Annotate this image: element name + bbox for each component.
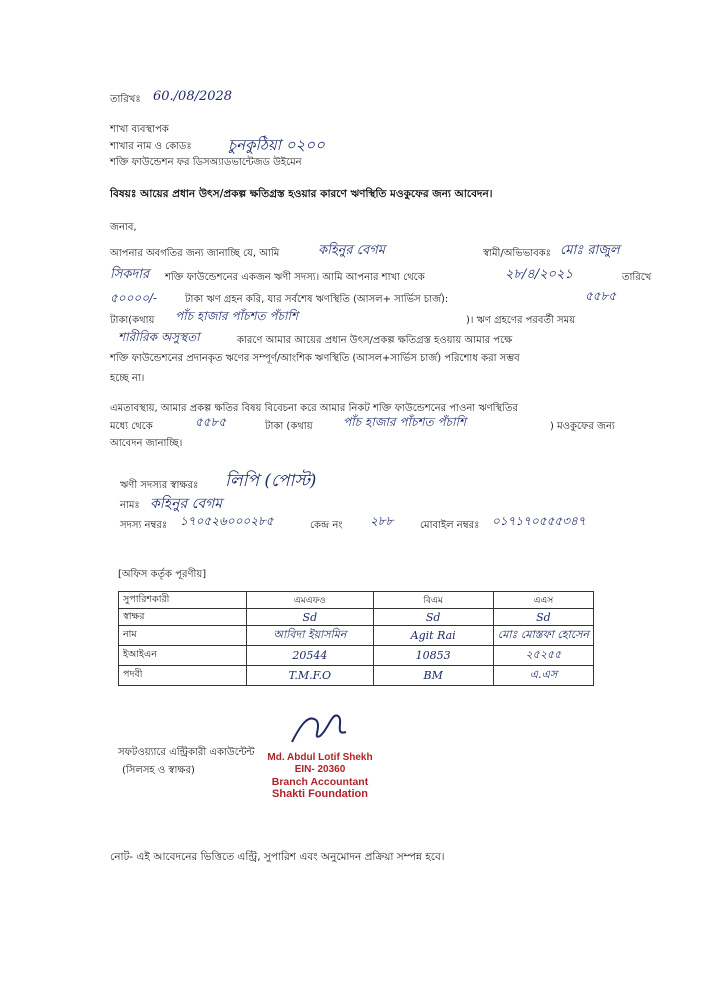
body-text-2c: টাকা (কথায় xyxy=(265,421,313,432)
table-cell: সুপারিশকারী xyxy=(119,592,247,609)
table-row xyxy=(119,626,594,646)
office-section-label: [অফিস কর্তৃক পূরণীয়] xyxy=(118,569,207,580)
body-text-1a: আপনার অবগতির জন্য জানাচ্ছি যে, আমি xyxy=(110,248,280,259)
subject-line: বিষয়ঃ আয়ের প্রধান উৎস/প্রকল্প ক্ষতিগ্রস্ত হওয়ার কারণে ঋণস্থিতি মওকুফের জন্য আবেদন। xyxy=(110,188,493,200)
table-cell: ২৫২৫৫ xyxy=(493,646,593,666)
accountant-stamp xyxy=(250,752,390,800)
waive-words: পাঁচ হাজার পাঁচশত পঁচাশি xyxy=(343,415,466,429)
table-cell: Sd xyxy=(373,609,493,626)
table-cell: এ.এস xyxy=(493,666,593,686)
table-cell: 20544 xyxy=(247,646,373,666)
guardian-name-2: সিকদার xyxy=(110,267,150,282)
mobile-number: ০১৭১৭০৫৫৫৩৪৭ xyxy=(492,514,586,528)
member-signature: লিপি (পোস্ট) xyxy=(225,471,317,491)
stamp-ein: EIN- 20360 xyxy=(294,764,346,775)
center-label: কেন্দ্র নং xyxy=(310,520,343,531)
waive-amount: ৫৫৮৫ xyxy=(195,415,227,429)
table-cell: আবিদা ইয়াসমিন xyxy=(247,626,373,646)
body-text-1e: টাকা ঋণ গ্রহন করি, যার সর্বশেষ ঋণস্থিতি (আসল+ সার্ভিস চার্জ): xyxy=(185,294,449,305)
accountant-seal-label: (সিলসহ ও স্বাক্ষর) xyxy=(122,765,195,776)
stamp-org: Shakti Foundation xyxy=(272,788,368,800)
member-name: কহিনুর বেগম xyxy=(150,496,223,512)
table-row xyxy=(119,646,594,666)
branch-name-value: চুনকুঠিয়া ০২০০ xyxy=(228,136,325,154)
member-number-label: সদস্য নম্বরঃ xyxy=(120,520,168,531)
damage-reason: শারীরিক অসুস্থতা xyxy=(118,330,200,344)
footer-note: নোট- এই আবেদনের ভিত্তিতে এন্ট্রি, সুপারিশ এবং অনুমোদন প্রক্রিয়া সম্পন্ন হবে। xyxy=(110,851,445,863)
body-text-1f: টাকা(কথায় xyxy=(110,315,155,326)
body-text-2a: এমতাবস্থায়, আমার প্রকল্প ক্ষতির বিষয় বিবেচনা করে আমার নিকট শক্তি ফাউন্ডেশনের পাওনা ঋণস্থিতির xyxy=(110,403,519,414)
table-cell: এমএফও xyxy=(247,592,373,609)
body-text-1j: হচ্ছে না। xyxy=(110,373,145,384)
table-cell: স্বাক্ষর xyxy=(119,609,247,626)
body-text-2d: ) মওকুফের জন্য xyxy=(550,421,615,432)
body-text-1i: শক্তি ফাউন্ডেশনের প্রদানকৃত ঋণের সম্পূর্ণ/আংশিক ঋণস্থিতি (আসল+সার্ভিস চার্জ) পরিশোধ করা সম্ভব xyxy=(110,353,520,364)
table-cell: T.M.F.O xyxy=(247,666,373,686)
body-text-1g: )। ঋণ গ্রহণের পরবর্তী সময় xyxy=(466,315,576,326)
guardian-name: মোঃ রাজুল xyxy=(560,243,620,258)
table-row xyxy=(119,609,594,626)
body-text-1c: শক্তি ফাউন্ডেশনের একজন ঋণী সদস্য। আমি আপনার শাখা থেকে xyxy=(165,272,425,283)
table-row xyxy=(119,592,594,609)
mobile-label: মোবাইল নম্বরঃ xyxy=(420,520,480,531)
table-cell: 10853 xyxy=(373,646,493,666)
table-cell: Agit Rai xyxy=(373,626,493,646)
outstanding-words: পাঁচ হাজার পাঁচশত পঁচাশি xyxy=(175,309,298,323)
member-name-label: নামঃ xyxy=(120,500,140,511)
branch-name-label: শাখার নাম ও কোডঃ xyxy=(110,141,192,152)
salutation: জনাব, xyxy=(110,222,137,233)
stamp-name: Md. Abdul Lotif Shekh xyxy=(267,752,373,763)
table-row xyxy=(119,666,594,686)
loan-amount: ৫০০০০/- xyxy=(110,291,158,305)
body-text-1d: তারিখে xyxy=(622,272,652,283)
outstanding-amount: ৫৫৮৫ xyxy=(585,289,617,303)
branch-manager-label: শাখা ব্যবস্থাপক xyxy=(110,124,169,135)
body-text-2b: মধ্যে থেকে xyxy=(110,421,153,432)
table-cell: বিএম xyxy=(373,592,493,609)
table-cell: নাম xyxy=(119,626,247,646)
member-name-inline: কহিনুর বেগম xyxy=(318,243,385,258)
table-cell: Sd xyxy=(247,609,373,626)
body-text-1b: স্বামী/অভিভাবকঃ xyxy=(483,248,551,259)
foundation-name: শক্তি ফাউন্ডেশন ফর ডিসঅ্যাডভান্টেজড উইমেন xyxy=(110,157,302,168)
table-cell: মোঃ মোস্তফা হোসেন xyxy=(493,626,593,646)
accountant-label: সফটওয়্যারে এন্ট্রিকারী একাউন্টেন্ট xyxy=(118,747,255,758)
table-cell: Sd xyxy=(493,609,593,626)
loan-date: ২৮/৪/২০২১ xyxy=(505,267,573,282)
member-number: ১৭০৫২৬০০০২৮৫ xyxy=(180,514,274,528)
center-number: ২৮৮ xyxy=(370,514,394,528)
member-signature-label: ঋণী সদস্যর স্বাক্ষরঃ xyxy=(120,480,199,491)
table-cell: পদবী xyxy=(119,666,247,686)
date-label: তারিখঃ xyxy=(110,94,141,105)
date-value: 60./08/2028 xyxy=(153,89,233,104)
table-cell: ইআইএন xyxy=(119,646,247,666)
table-cell: এএস xyxy=(493,592,593,609)
stamp-title: Branch Accountant xyxy=(271,776,369,788)
table-cell: BM xyxy=(373,666,493,686)
body-text-1h: কারণে আমার আয়ের প্রধান উৎস/প্রকল্প ক্ষতিগ্রস্ত হওয়ায় আমার পক্ষে xyxy=(237,335,513,346)
body-text-2e: আবেদন জানাচ্ছি। xyxy=(110,438,183,449)
accountant-signature xyxy=(286,706,356,750)
office-table xyxy=(118,591,594,686)
